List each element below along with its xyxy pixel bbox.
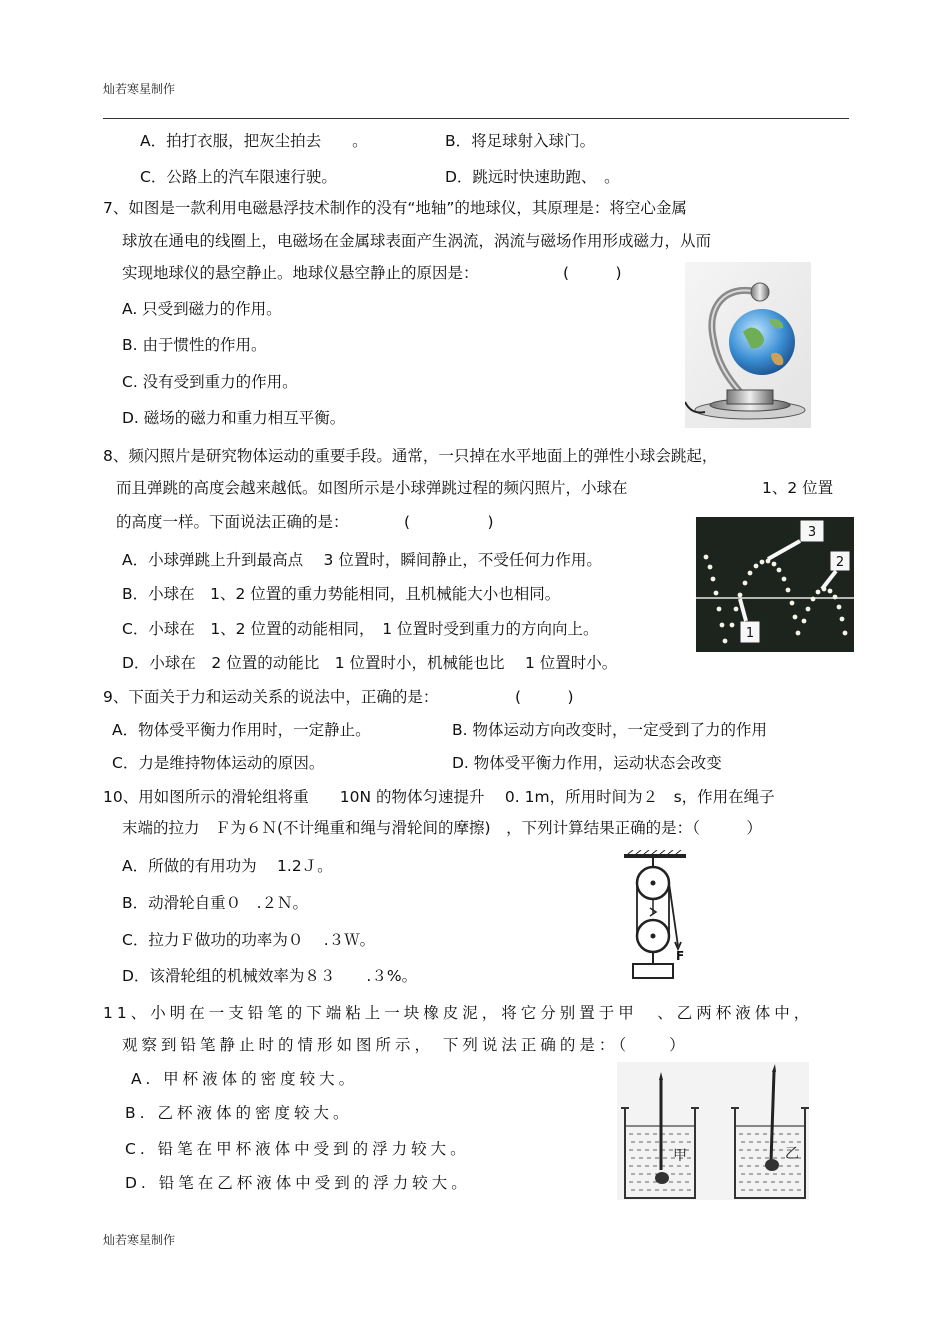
- fig-label-yi: 乙: [785, 1146, 799, 1162]
- q10-stem-line1: 10、用如图所示的滑轮组将重 10N 的物体匀速提升 0. 1m，所用时间为２ s，作用在绳子: [103, 788, 775, 806]
- page-header: 灿若寒星制作: [103, 82, 176, 96]
- q7-stem-line1: 7、如图是一款利用电磁悬浮技术制作的没有“地轴”的地球仪，其原理是：将空心金属: [103, 199, 687, 217]
- fig-label-3: 3: [807, 525, 817, 540]
- q9-option-b: B. 物体运动方向改变时，一定受到了力的作用: [452, 721, 767, 739]
- q8-answer-paren: ( ): [404, 513, 494, 531]
- q6-option-d: D．跳远时快速助跑、 。: [445, 168, 620, 186]
- fig-label-2: 2: [835, 555, 845, 570]
- q6-option-c: C．公路上的汽车限速行驶。: [140, 168, 337, 186]
- levitating-globe-figure: [685, 262, 811, 428]
- q11-stem-line1: 11、小明在一支铅笔的下端粘上一块橡皮泥，将它分别置于甲 、乙两杯液体中，: [103, 1004, 814, 1022]
- q7-answer-paren: ( ): [563, 264, 622, 282]
- q10-option-a: A．所做的有用功为 1.2Ｊ。: [122, 857, 333, 875]
- q10-stem-line2: 末端的拉力 Ｆ为６Ｎ(不计绳重和绳与滑轮间的摩擦) ，下列计算结果正确的是：（ ）: [122, 819, 762, 837]
- fig-label-1: 1: [745, 626, 755, 641]
- fig-label-jia: 甲: [673, 1148, 687, 1164]
- q9-option-c: C．力是维持物体运动的原因。: [112, 754, 325, 772]
- q9-answer-paren: ( ): [515, 688, 574, 706]
- q10-option-c: C．拉力Ｆ做功的功率为０ .３Ｗ。: [122, 931, 376, 949]
- q9-option-d: D. 物体受平衡力作用，运动状态会改变: [452, 754, 722, 772]
- pulley-system-figure: [620, 850, 692, 982]
- two-beakers-figure: [617, 1062, 809, 1200]
- q11-option-d: D. 铅笔在乙杯液体中受到的浮力较大。: [125, 1174, 471, 1192]
- q10-option-b: B．动滑轮自重０ .２Ｎ。: [122, 894, 309, 912]
- q8-stem-line2: 而且弹跳的高度会越来越低。如图所示是小球弹跳过程的频闪照片，小球在: [116, 479, 628, 497]
- q8-option-d: D．小球在 2 位置的动能比 1 位置时小，机械能也比 1 位置时小。: [122, 654, 618, 672]
- q6-option-a: A．拍打衣服，把灰尘拍去 。: [140, 132, 368, 150]
- q9-option-a: A．物体受平衡力作用时，一定静止。: [112, 721, 371, 739]
- q8-stem-line3: 的高度一样。下面说法正确的是：: [116, 513, 349, 531]
- q6-option-b: B．将足球射入球门。: [445, 132, 596, 150]
- bouncing-ball-photo-figure: [696, 517, 854, 652]
- header-rule: [103, 118, 849, 119]
- q8-stem-line2-end: 1、2 位置: [762, 479, 834, 497]
- fig-label-f: F: [676, 949, 685, 963]
- q8-option-c: C．小球在 1、2 位置的动能相同， 1 位置时受到重力的方向向上。: [122, 620, 599, 638]
- q7-stem-line3: 实现地球仪的悬空静止。地球仪悬空静止的原因是：: [122, 264, 479, 282]
- q9-stem: 9、下面关于力和运动关系的说法中，正确的是：: [103, 688, 439, 706]
- q11-option-c: C. 铅笔在甲杯液体中受到的浮力较大。: [125, 1140, 470, 1158]
- q7-option-c: C. 没有受到重力的作用。: [122, 373, 298, 391]
- q11-option-b: B. 乙杯液体的密度较大。: [125, 1104, 353, 1122]
- q7-stem-line2: 球放在通电的线圈上，电磁场在金属球表面产生涡流，涡流与磁场作用形成磁力，从而: [122, 232, 712, 250]
- q8-option-a: A．小球弹跳上升到最高点 3 位置时，瞬间静止，不受任何力作用。: [122, 551, 602, 569]
- q7-option-b: B. 由于惯性的作用。: [122, 336, 267, 354]
- q10-option-d: D．该滑轮组的机械效率为８３ .３%。: [122, 967, 418, 985]
- q8-stem-line1: 8、频闪照片是研究物体运动的重要手段。通常，一只掉在水平地面上的弹性小球会跳起，: [103, 447, 718, 465]
- q11-stem-line2: 观察到铅笔静止时的情形如图所示， 下列说法正确的是：（ ）: [122, 1036, 689, 1054]
- q7-option-a: A. 只受到磁力的作用。: [122, 300, 282, 318]
- page-footer: 灿若寒星制作: [103, 1233, 176, 1247]
- q8-option-b: B．小球在 1、2 位置的重力势能相同，且机械能大小也相同。: [122, 585, 561, 603]
- q7-option-d: D. 磁场的磁力和重力相互平衡。: [122, 409, 346, 427]
- q11-option-a: A. 甲杯液体的密度较大。: [131, 1070, 359, 1088]
